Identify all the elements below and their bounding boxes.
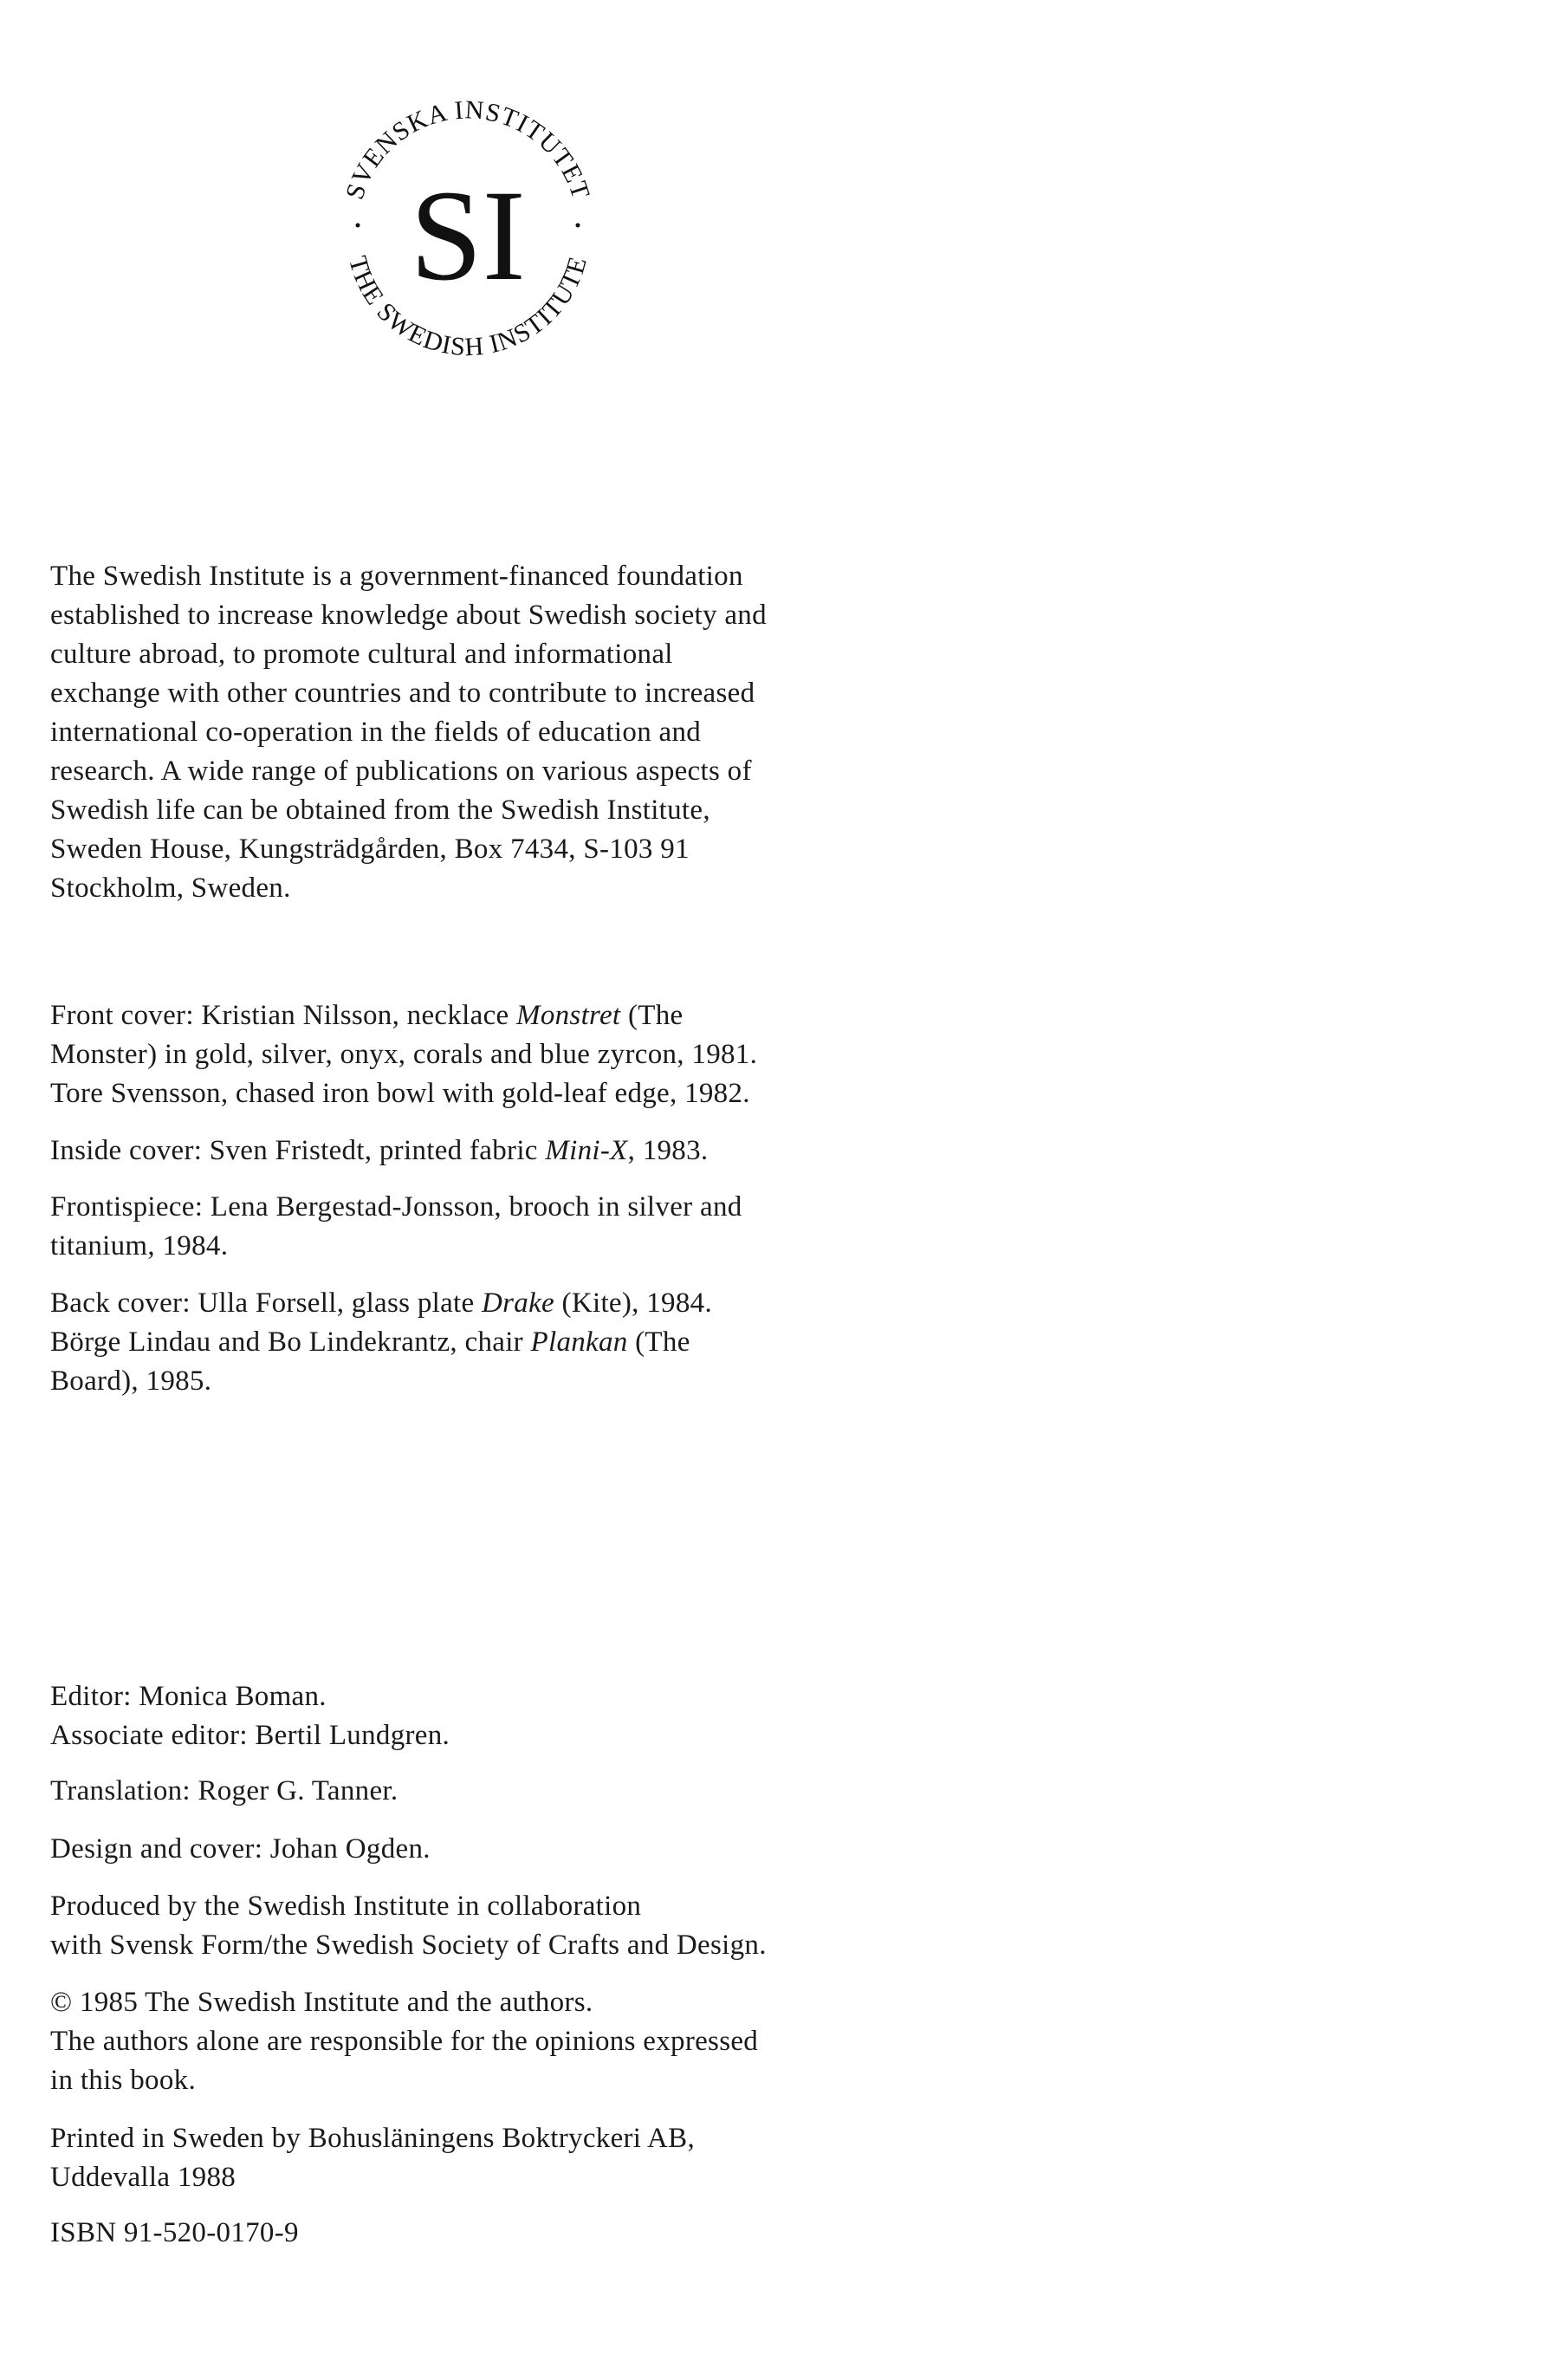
copyright-notice — [50, 1983, 917, 2100]
credit-text: Front cover: Kristian Nilsson, necklace — [50, 1000, 517, 1031]
copyright-line: in this book. — [50, 2065, 196, 2096]
about-line: Swedish life can be obtained from the Swedish Institute, — [50, 795, 710, 826]
about-line: The Swedish Institute is a government-financed foundation — [50, 561, 743, 592]
credit-text: Frontispiece: Lena Bergestad-Jonsson, brooch in silver and — [50, 1191, 742, 1223]
credit-text: titanium, 1984. — [50, 1230, 229, 1262]
logo-dot-left — [356, 224, 360, 228]
isbn-number: ISBN 91-520-0170-9 — [50, 2217, 299, 2248]
about-line: research. A wide range of publications on various aspects of — [50, 756, 752, 787]
producer-line: Produced by the Swedish Institute in collaboration — [50, 1891, 642, 1922]
credit-text: (The — [627, 1326, 690, 1358]
logo-monogram: SI — [410, 164, 526, 308]
inside-cover-credit — [50, 1132, 917, 1171]
designer: Design and cover: Johan Ogden. — [50, 1833, 431, 1865]
printer-line: Printed in Sweden by Bohusläningens Boktryckeri AB, — [50, 2123, 695, 2154]
about-line: Stockholm, Sweden. — [50, 872, 291, 904]
printer-line: Uddevalla 1988 — [50, 2162, 236, 2193]
producer-line: with Svensk Form/the Swedish Society of Crafts and Design. — [50, 1930, 767, 1961]
about-line: established to increase knowledge about Swedish society and — [50, 600, 767, 631]
about-paragraph — [50, 557, 917, 908]
copyright-line: The authors alone are responsible for the opinions expressed — [50, 2026, 759, 2057]
design-credit — [50, 1830, 917, 1869]
credit-text: Monster) in gold, silver, onyx, corals and blue zyrcon, 1981. — [50, 1039, 758, 1070]
credit-text: Tore Svensson, chased iron bowl with gold-leaf edge, 1982. — [50, 1078, 750, 1109]
credit-text: Inside cover: Sven Fristedt, printed fabric — [50, 1135, 546, 1166]
credit-text: Back cover: Ulla Forsell, glass plate — [50, 1288, 483, 1319]
credit-text: (The — [620, 1000, 684, 1031]
logo-bottom-ring-text: THE SWEDISH INSTITUTE — [343, 252, 593, 362]
back-cover-credit — [50, 1284, 917, 1401]
translation-credit — [50, 1772, 917, 1811]
logo-dot-right — [576, 224, 580, 228]
work-title: Plankan — [530, 1326, 628, 1358]
work-title: Monstret — [516, 1000, 621, 1031]
associate-editor: Associate editor: Bertil Lundgren. — [50, 1720, 450, 1751]
swedish-institute-logo — [329, 95, 606, 373]
credit-text: Börge Lindau and Bo Lindekrantz, chair — [50, 1326, 531, 1358]
producer-note — [50, 1887, 917, 1965]
isbn — [50, 2214, 917, 2253]
credit-text: (Kite), 1984. — [554, 1288, 712, 1319]
printer-note — [50, 2119, 917, 2197]
credit-text: , 1983. — [627, 1135, 709, 1166]
credit-text: Board), 1985. — [50, 1365, 212, 1397]
front-cover-credit — [50, 996, 917, 1113]
about-line: Sweden House, Kungsträdgården, Box 7434, S-103 91 — [50, 833, 690, 865]
work-title: Drake — [482, 1288, 554, 1319]
about-line: international co-operation in the fields of education and — [50, 717, 702, 748]
frontispiece-credit — [50, 1188, 917, 1266]
editors — [50, 1677, 917, 1755]
logo-top-ring-text: SVENSKA INSTITUTET — [340, 95, 596, 204]
about-line: culture abroad, to promote cultural and informational — [50, 639, 673, 670]
editor: Editor: Monica Boman. — [50, 1681, 327, 1712]
copyright-line: © 1985 The Swedish Institute and the authors. — [50, 1987, 593, 2018]
work-title: Mini-X — [545, 1135, 628, 1166]
translator: Translation: Roger G. Tanner. — [50, 1775, 398, 1806]
about-line: exchange with other countries and to contribute to increased — [50, 678, 755, 709]
